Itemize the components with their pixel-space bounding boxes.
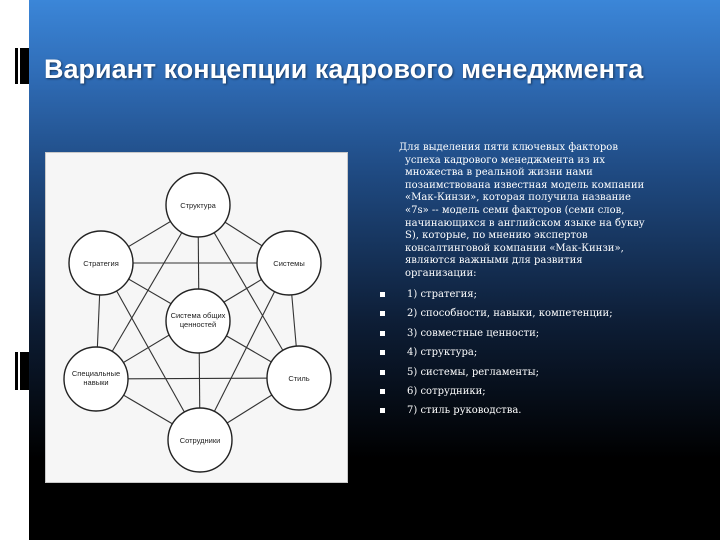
factor-item [380, 285, 700, 304]
label-style: Стиль [288, 374, 310, 383]
label-skills-line-2: навыки [83, 378, 109, 387]
factor-list [380, 285, 700, 421]
factor-item [380, 401, 700, 420]
title-accent-bars [15, 48, 29, 84]
slide-title: Вариант концепции кадрового менеджмента [44, 54, 644, 84]
factor-text: 6) сотрудники; [407, 385, 486, 397]
bullet-marker [380, 331, 385, 336]
label-structure: Структура [180, 201, 216, 210]
factor-item [380, 382, 700, 401]
label-staff: Сотрудники [179, 436, 221, 445]
label-shared-values-line-1: Система общих [170, 311, 226, 320]
factor-text: 7) стиль руководства. [407, 405, 522, 417]
bullet-marker [380, 408, 385, 413]
intro-paragraph [399, 142, 651, 281]
bullet-marker [380, 311, 385, 316]
bullet-marker [380, 370, 385, 375]
bullet-marker [380, 350, 385, 355]
label-skills-line-1: Специальные [71, 369, 121, 378]
bullet-marker [380, 389, 385, 394]
side-accent-bars [15, 352, 29, 390]
factor-item [380, 363, 700, 382]
factor-item [380, 304, 700, 323]
label-strategy: Стратегия [83, 259, 119, 268]
intro-text: Для выделения пяти ключевых факторов успеха кадрового менеджмента из их множества в реальной жизни нами позаимствована известная модель компании «Мак-Кинзи», которая получила название «7s» -- модель семи факторов (семи слов, начинающихся в английском языке на букву S), которые, по мнению экспертов консалтинговой компании «Мак-Кинзи», являются важными для развития организации: [399, 142, 645, 279]
seven-s-diagram-svg [46, 153, 347, 482]
bullet-marker [380, 292, 385, 297]
label-shared-values-line-2: ценностей [179, 320, 217, 329]
factor-text: 5) системы, регламенты; [407, 366, 539, 378]
factor-text: 3) совместные ценности; [407, 327, 540, 339]
seven-s-diagram [45, 152, 348, 483]
factor-text: 1) стратегия; [407, 289, 477, 300]
factor-text: 4) структура; [407, 347, 478, 359]
factor-item [380, 343, 700, 362]
factor-text: 2) способности, навыки, компетенции; [407, 308, 613, 320]
factor-item [380, 324, 700, 343]
label-systems: Системы [273, 259, 305, 268]
